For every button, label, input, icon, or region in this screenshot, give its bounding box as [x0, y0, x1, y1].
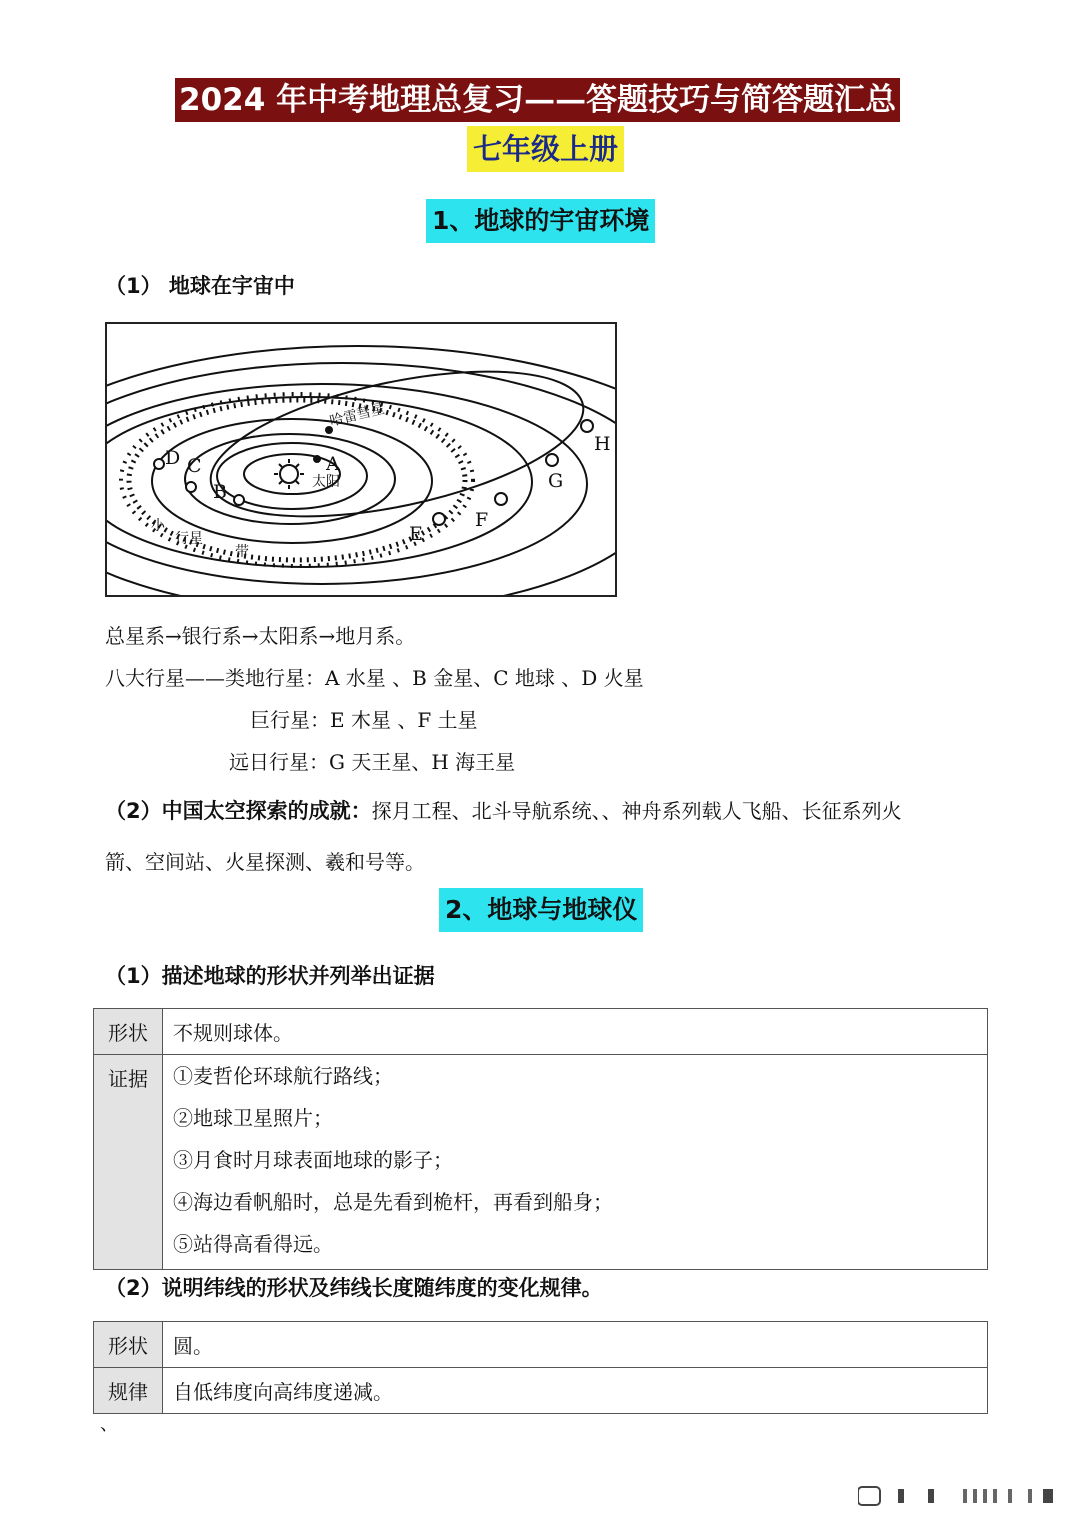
evidence-item: ⑤站得高看得远。: [173, 1232, 333, 1256]
title-text: 年中考地理总复习——答题技巧与简答题汇总: [265, 82, 897, 118]
earth-shape-table: [93, 1008, 988, 1270]
table-row: [94, 1368, 988, 1414]
planet-e: [433, 513, 445, 525]
table-head-rule: 规律: [94, 1368, 163, 1414]
evidence-item: ①麦哲伦环球航行路线；: [173, 1064, 393, 1088]
label-b: B: [213, 481, 227, 503]
planet-c: [186, 482, 196, 492]
planets-far-prefix: 远日行星：: [229, 750, 329, 774]
page-scroll-indicator[interactable]: [858, 1485, 1058, 1507]
space-achievements-cont: 箭、空间站、火星探测、羲和号等。: [105, 850, 425, 874]
label-h: H: [594, 433, 611, 455]
trailing-mark: 、: [100, 1414, 118, 1435]
solar-system-diagram: [105, 322, 617, 597]
label-belt-2: 行星: [175, 531, 203, 547]
sun-symbol: [274, 459, 304, 489]
section2-sub1: （1）描述地球的形状并列举出证据: [105, 964, 435, 988]
section2-sub2: （2）说明纬线的形状及纬线长度随纬度的变化规律。: [105, 1276, 603, 1300]
table-head-shape: 形状: [94, 1322, 163, 1368]
galaxy-hierarchy: 总星系→银行系→太阳系→地月系。: [105, 624, 416, 648]
table-row: [94, 1055, 988, 1270]
planets-giant-prefix: 巨行星：: [250, 708, 330, 732]
label-e: E: [409, 523, 423, 545]
planet-g: [546, 454, 558, 466]
label-a: A: [326, 453, 340, 475]
planets-far-items: G 天王星、H 海王星: [329, 750, 516, 774]
table-row: [94, 1009, 988, 1055]
planets-giant: [250, 704, 478, 733]
planets-terrestrial-prefix: 八大行星——类地行星：: [105, 666, 325, 690]
planets-far: [229, 746, 515, 775]
label-g: G: [548, 470, 564, 492]
label-c: C: [187, 455, 202, 477]
section1-sub1: （1） 地球在宇宙中: [105, 274, 295, 298]
section2-heading: 2、地球与地球仪: [439, 888, 643, 932]
table-cell-evidence: [163, 1055, 988, 1270]
label-sun: 太阳: [312, 474, 340, 490]
table-cell-shape: 圆。: [163, 1322, 988, 1368]
evidence-item: ③月食时月球表面地球的影子；: [173, 1148, 453, 1172]
table-row: [94, 1322, 988, 1368]
table-cell-shape: 不规则球体。: [163, 1009, 988, 1055]
space-achievements-label: （2）中国太空探索的成就：: [105, 799, 372, 823]
orbit-h: [107, 346, 615, 595]
planet-h: [581, 420, 593, 432]
planet-f: [495, 493, 507, 505]
solar-system-svg: [107, 324, 615, 595]
planets-giant-items: E 木星 、F 土星: [330, 708, 478, 732]
label-d: D: [165, 447, 181, 469]
grade-subtitle: 七年级上册: [467, 126, 624, 172]
space-achievements-text: 探月工程、北斗导航系统、、神舟系列载人飞船、长征系列火: [371, 799, 902, 823]
planet-a: [313, 455, 321, 463]
document-title: [175, 78, 900, 122]
planet-d: [154, 459, 164, 469]
evidence-item: ②地球卫星照片；: [173, 1106, 333, 1130]
label-belt-1: 小: [151, 518, 165, 534]
label-belt-3: 带: [235, 544, 249, 560]
section1-heading: 1、地球的宇宙环境: [426, 199, 655, 243]
table-head-shape: 形状: [94, 1009, 163, 1055]
latitude-table: [93, 1321, 988, 1414]
label-comet: 哈雷彗星: [328, 400, 387, 430]
planets-terrestrial-items: A 水星 、B 金星、C 地球 、D 火星: [325, 666, 644, 690]
evidence-item: ④海边看帆船时，总是先看到桅杆，再看到船身；: [173, 1190, 613, 1214]
planets-terrestrial: [105, 662, 644, 691]
table-cell-rule: 自低纬度向高纬度递减。: [163, 1368, 988, 1414]
title-year: 2024: [179, 82, 266, 118]
space-achievements: [105, 795, 902, 825]
comet-orbit: [198, 344, 595, 544]
label-f: F: [475, 509, 489, 531]
planet-b: [234, 495, 244, 505]
table-head-evidence: 证据: [94, 1055, 163, 1270]
